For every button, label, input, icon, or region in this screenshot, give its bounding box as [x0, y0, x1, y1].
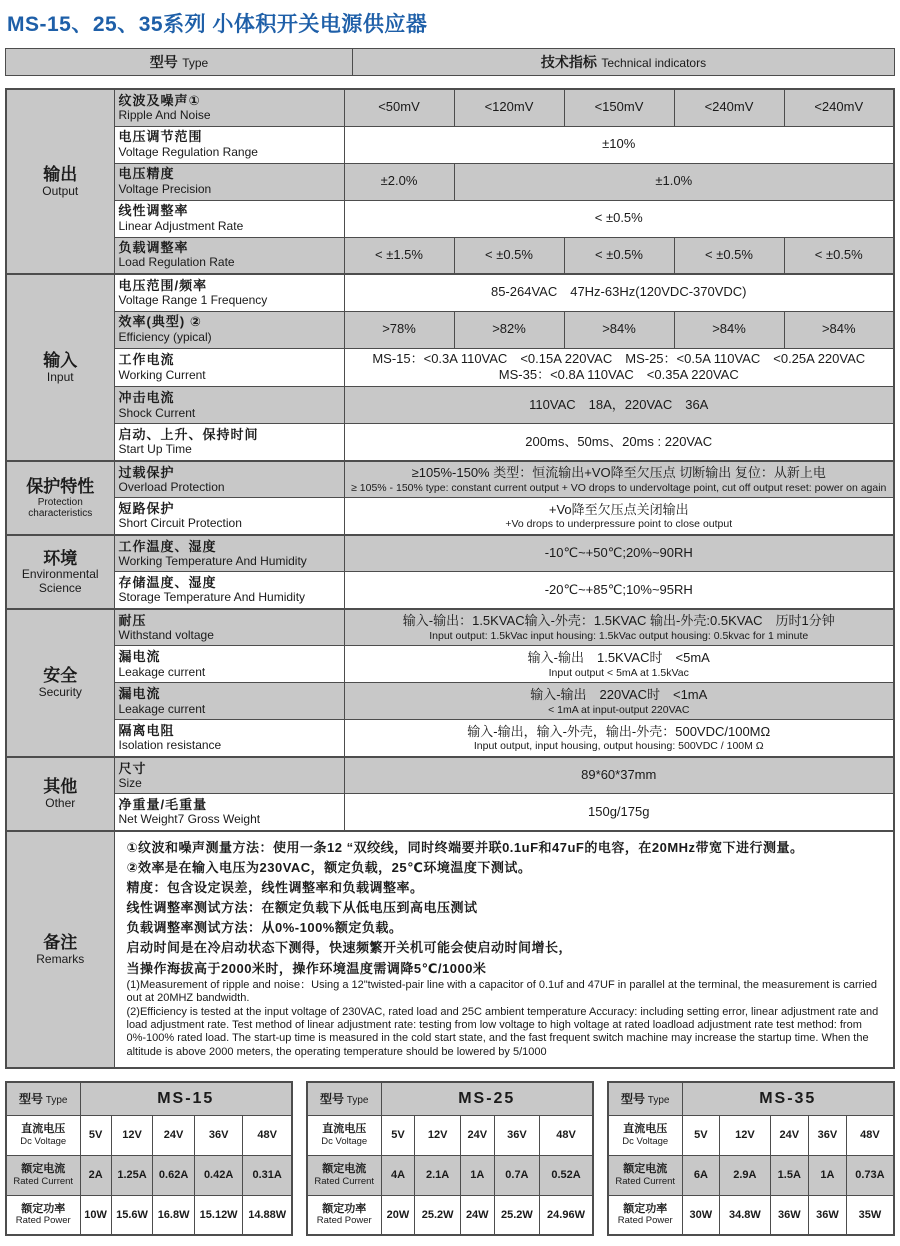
- spec-name-protection: [114, 498, 344, 535]
- spec-value: [784, 89, 894, 126]
- model-type-label-en: Type: [645, 1094, 670, 1106]
- spec-name-en: Isolation resistance: [118, 738, 222, 753]
- spec-name-en: Size: [118, 775, 142, 790]
- row-label: [608, 1195, 682, 1235]
- row-label-zh: 额定功率: [21, 1203, 66, 1216]
- spec-value: [564, 89, 674, 126]
- value-subline: Input output, input housing, output housing: 500VDC / 100M Ω: [473, 740, 764, 753]
- header-indicators-en: Technical indicators: [601, 56, 707, 70]
- row-label: [307, 1195, 381, 1235]
- model-value: 12V: [415, 1115, 460, 1155]
- spec-name-en: Voltage Precision: [118, 181, 212, 196]
- table-row: [6, 237, 894, 274]
- model-value: 36V: [194, 1115, 243, 1155]
- model-value: 24W: [460, 1195, 494, 1235]
- spec-table: [5, 88, 895, 1069]
- spec-name-zh: 电压范围/频率: [118, 277, 208, 293]
- model-type-header-cell: [608, 1082, 682, 1115]
- value-line: -10℃~+50℃;20%~90RH: [544, 545, 693, 561]
- model-value: 1.5A: [770, 1155, 809, 1195]
- model-value: 16.8W: [153, 1195, 195, 1235]
- model-value: 24V: [153, 1115, 195, 1155]
- model-table-row: [6, 1155, 292, 1195]
- model-value: 0.62A: [153, 1155, 195, 1195]
- group-label-environment: [6, 535, 114, 609]
- spec-name-security: [114, 720, 344, 757]
- value-line: >84%: [712, 321, 746, 337]
- value-line: < ±1.5%: [375, 246, 423, 262]
- group-label-security: [6, 609, 114, 757]
- model-table-header-row: [6, 1082, 292, 1115]
- model-table-row: [307, 1115, 593, 1155]
- value-line: ≥105%-150% 类型：恒流输出+VO降至欠压点 切断输出 复位：从新上电: [411, 465, 826, 481]
- model-table-row: [608, 1115, 894, 1155]
- model-value: 1A: [809, 1155, 847, 1195]
- model-table-ms-15: [5, 1081, 293, 1236]
- model-type-header-cell: [307, 1082, 381, 1115]
- spec-value: [674, 311, 784, 348]
- spec-name-zh: 漏电流: [118, 649, 161, 665]
- value-line: -20℃~+85℃;10%~95RH: [544, 581, 693, 597]
- model-value: 0.52A: [540, 1155, 593, 1195]
- model-table-row: [6, 1115, 292, 1155]
- model-value: 35W: [846, 1195, 894, 1235]
- value-line: >84%: [821, 321, 856, 337]
- value-line: <240mV: [704, 99, 754, 115]
- spec-value: [784, 311, 894, 348]
- model-value: 5V: [381, 1115, 415, 1155]
- model-value: 48V: [846, 1115, 894, 1155]
- spec-value: [344, 720, 894, 757]
- model-value: 0.7A: [494, 1155, 539, 1195]
- value-line: 启动时间是在冷启动状态下测得，快速频繁开关机可能会使启动时间增长，: [126, 940, 573, 956]
- model-value: 10W: [80, 1195, 111, 1235]
- table-row: [6, 387, 894, 424]
- spec-value: [344, 683, 894, 720]
- spec-value: [674, 89, 784, 126]
- spec-value: [344, 794, 894, 831]
- spec-name-zh: 隔离电阻: [118, 723, 175, 738]
- model-value: 34.8W: [720, 1195, 770, 1235]
- row-label-en: Dc Voltage: [321, 1135, 368, 1147]
- spec-value: [344, 535, 894, 572]
- value-line: < ±0.5%: [595, 246, 643, 262]
- spec-name-zh: 效率(典型) ②: [118, 314, 202, 330]
- model-table-row: [608, 1195, 894, 1235]
- value-line: <50mV: [378, 99, 420, 115]
- value-subline: Input output < 5mA at 1.5kVac: [548, 666, 689, 679]
- spec-name-output: [114, 237, 344, 274]
- model-table-header-row: [608, 1082, 894, 1115]
- row-label-zh: 额定电流: [623, 1163, 668, 1176]
- value-line: < ±0.5%: [705, 246, 753, 262]
- row-label: [6, 1155, 80, 1195]
- spec-name-protection: [114, 461, 344, 498]
- row-label-zh: 直流电压: [322, 1123, 367, 1136]
- model-value: 48V: [540, 1115, 593, 1155]
- model-value: 36W: [770, 1195, 809, 1235]
- group-label-other: [6, 757, 114, 831]
- model-table-header-row: [307, 1082, 593, 1115]
- spec-value: [344, 311, 454, 348]
- value-line: 输入-输出：1.5KVAC输入-外壳：1.5KVAC 输出-外壳:0.5KVAC 历时1分钟: [402, 613, 835, 629]
- model-value: 12V: [111, 1115, 153, 1155]
- model-value: 24.96W: [540, 1195, 593, 1235]
- spec-name-en: Voltage Range 1 Frequency: [118, 292, 268, 307]
- spec-value: [784, 237, 894, 274]
- value-line: 精度：包含设定误差，线性调整率和负载调整率。: [126, 880, 424, 896]
- model-value: 48V: [243, 1115, 292, 1155]
- table-row: [6, 831, 894, 1068]
- group-label-en: Protection characteristics: [28, 496, 93, 519]
- model-value: 2.9A: [720, 1155, 770, 1195]
- model-type-header-cell: [6, 1082, 80, 1115]
- value-line: < ±0.5%: [594, 210, 643, 226]
- group-label-zh: 输入: [43, 351, 78, 371]
- spec-name-zh: 负载调整率: [118, 240, 189, 256]
- value-line: ±2.0%: [380, 173, 418, 189]
- value-line: 200ms、50ms、20ms : 220VAC: [525, 433, 713, 449]
- group-label-output: [6, 89, 114, 274]
- value-line: >78%: [382, 321, 416, 337]
- spec-value: [454, 89, 564, 126]
- spec-name-zh: 工作电流: [118, 352, 175, 368]
- group-label-protection: [6, 461, 114, 535]
- spec-value: [344, 163, 454, 200]
- header-type-en: Type: [182, 56, 209, 70]
- spec-name-en: Storage Temperature And Humidity: [118, 590, 306, 605]
- spec-value: [344, 572, 894, 609]
- value-subline: < 1mA at input-output 220VAC: [548, 703, 690, 716]
- value-line: 线性调整率测试方法：在额定负载下从低电压到高电压测试: [126, 900, 478, 916]
- spec-name-zh: 电压调节范围: [118, 129, 203, 145]
- model-table-row: [307, 1195, 593, 1235]
- table-row: [6, 163, 894, 200]
- spec-name-output: [114, 200, 344, 237]
- spec-value: [674, 237, 784, 274]
- remarks-text: [114, 831, 894, 1068]
- row-label: [608, 1155, 682, 1195]
- group-label-en: Output: [42, 183, 79, 198]
- model-type-label-zh: 型号: [621, 1091, 646, 1106]
- model-value: 25.2W: [494, 1195, 539, 1235]
- model-table-row: [307, 1155, 593, 1195]
- table-row: [6, 720, 894, 757]
- spec-name-en: Leakage current: [118, 701, 206, 716]
- value-subline: ≥ 105% - 150% type: constant current output + VO drops to undervoltage point, cut off output reset: power on again: [351, 481, 887, 494]
- row-label: [307, 1155, 381, 1195]
- spec-value: [344, 424, 894, 461]
- table-row: [6, 274, 894, 311]
- spec-name-en: Efficiency (ypical): [118, 329, 212, 344]
- spec-value: [454, 163, 894, 200]
- spec-name-en: Working Current: [118, 367, 206, 382]
- spec-name-input: [114, 311, 344, 348]
- value-line: <150mV: [594, 99, 644, 115]
- spec-name-zh: 工作温度、湿度: [118, 538, 217, 554]
- model-value: 1A: [460, 1155, 494, 1195]
- spec-value: [344, 126, 894, 163]
- spec-name-zh: 耐压: [118, 612, 147, 628]
- row-label: [608, 1115, 682, 1155]
- header-indicators-cell: [353, 49, 895, 76]
- row-label-zh: 额定电流: [322, 1163, 367, 1176]
- model-name: MS-25: [381, 1082, 593, 1115]
- value-line: <240mV: [814, 99, 864, 115]
- spec-value: [344, 89, 454, 126]
- table-row: [6, 424, 894, 461]
- group-label-en: Environmental Science: [21, 567, 99, 595]
- model-value: 4A: [381, 1155, 415, 1195]
- group-label-en: Security: [38, 684, 82, 699]
- table-row: [6, 126, 894, 163]
- spec-value: [454, 237, 564, 274]
- row-label-en: Rated Power: [316, 1215, 372, 1227]
- value-line: 89*60*37mm: [581, 767, 657, 783]
- table-header-strip: [5, 48, 895, 76]
- model-value: 0.31A: [243, 1155, 292, 1195]
- spec-name-en: Leakage current: [118, 664, 206, 679]
- value-line: 输入-输出 1.5KVAC时 <5mA: [527, 649, 710, 665]
- spec-name-zh: 漏电流: [118, 686, 161, 702]
- model-type-label-en: Type: [43, 1094, 68, 1106]
- table-row: [6, 535, 894, 572]
- model-value: 5V: [80, 1115, 111, 1155]
- row-label-en: Rated Power: [617, 1215, 673, 1227]
- value-subline: Input output: 1.5kVac input housing: 1.5kVac output housing: 0.5kvac for 1 minute: [429, 629, 809, 642]
- spec-value: [344, 498, 894, 535]
- spec-name-en: Working Temperature And Humidity: [118, 553, 307, 568]
- value-line: < ±0.5%: [814, 246, 863, 262]
- row-label-zh: 额定功率: [623, 1203, 668, 1216]
- model-value: 25.2W: [415, 1195, 460, 1235]
- value-line: MS-15：<0.3A 110VAC <0.15A 220VAC MS-25：<0.5A 110VAC <0.25A 220VAC: [372, 350, 866, 366]
- spec-value: [344, 461, 894, 498]
- spec-name-en: Short Circuit Protection: [118, 516, 242, 531]
- value-line: ①纹波和噪声测量方法：使用一条12 “双绞线，同时终端要并联0.1uF和47uF的电容，在20MHz带宽下进行测量。: [126, 839, 804, 855]
- spec-name-zh: 电压精度: [118, 166, 175, 182]
- value-line: +Vo降至欠压点关闭输出: [548, 501, 689, 517]
- row-label-en: Dc Voltage: [622, 1135, 669, 1147]
- row-label: [6, 1195, 80, 1235]
- group-label-zh: 备注: [43, 933, 78, 953]
- spec-value: [344, 757, 894, 794]
- spec-name-en: Voltage Regulation Range: [118, 144, 258, 159]
- table-row: [6, 646, 894, 683]
- model-type-label-en: Type: [344, 1094, 369, 1106]
- spec-name-zh: 纹波及噪声①: [118, 92, 201, 108]
- spec-value: [564, 311, 674, 348]
- value-line: 150g/175g: [588, 803, 650, 819]
- page-title: MS-15、25、35系列 小体积开关电源供应器: [7, 13, 428, 36]
- spec-name-en: Load Regulation Rate: [118, 255, 235, 270]
- model-table-ms-25: [306, 1081, 594, 1236]
- spec-name-output: [114, 89, 344, 126]
- header-indicators-zh: 技术指标: [540, 54, 597, 70]
- model-rating-tables: [5, 1081, 895, 1236]
- spec-name-security: [114, 646, 344, 683]
- spec-name-security: [114, 609, 344, 646]
- model-value: 20W: [381, 1195, 415, 1235]
- spec-name-other: [114, 794, 344, 831]
- spec-name-security: [114, 683, 344, 720]
- model-value: 14.88W: [243, 1195, 292, 1235]
- model-value: 0.42A: [194, 1155, 243, 1195]
- table-row: [6, 498, 894, 535]
- spec-name-other: [114, 757, 344, 794]
- model-value: 5V: [682, 1115, 720, 1155]
- spec-name-zh: 冲击电流: [118, 390, 175, 406]
- spec-name-zh: 线性调整率: [118, 203, 189, 219]
- table-row: [6, 89, 894, 126]
- spec-name-en: Withstand voltage: [118, 627, 214, 642]
- model-value: 15.12W: [194, 1195, 243, 1235]
- table-row: [6, 757, 894, 794]
- model-value: 1.25A: [111, 1155, 153, 1195]
- spec-name-en: Net Weight7 Gross Weight: [118, 812, 261, 827]
- table-row: [6, 348, 894, 387]
- group-label-en: Input: [46, 369, 74, 384]
- header-type-cell: [6, 49, 353, 76]
- group-label-zh: 保护特性: [26, 477, 95, 496]
- value-line: ②效率是在输入电压为230VAC，额定负载，25℃环境温度下测试。: [126, 859, 532, 875]
- spec-name-en: Ripple And Noise: [118, 107, 211, 122]
- group-label-zh: 安全: [43, 666, 78, 686]
- spec-name-zh: 尺寸: [118, 760, 147, 776]
- spec-name-zh: 存储温度、湿度: [118, 575, 217, 590]
- spec-value: [454, 311, 564, 348]
- row-label-zh: 额定电流: [21, 1163, 66, 1176]
- value-subline: (2)Efficiency is tested at the input voltage of 230VAC, rated load and 25C ambient temperature Accuracy: including setting error, linear adjustment rate and load adjustment rate. Test method of linear adjustment rate: testing from low voltage to high voltage at rated loadload adjustment rate test method: from 0%-100% rated load. The start-up time is measured in the cold start state, and the fast frequent switch machine may increase the startup time. When the altitude is above 2000 meters, the operating temperature should be lowered by 5/1000: [126, 1005, 879, 1058]
- table-row: [6, 572, 894, 609]
- model-name: MS-35: [682, 1082, 894, 1115]
- row-label-en: Rated Power: [15, 1215, 71, 1227]
- row-label-zh: 直流电压: [623, 1123, 668, 1136]
- spec-name-input: [114, 424, 344, 461]
- table-row: [6, 683, 894, 720]
- model-name: MS-15: [80, 1082, 292, 1115]
- header-type-zh: 型号: [149, 54, 178, 70]
- value-line: ±1.0%: [655, 173, 693, 189]
- spec-name-output: [114, 126, 344, 163]
- group-label-remarks: [6, 831, 114, 1068]
- spec-value: [344, 274, 894, 311]
- spec-name-en: Shock Current: [118, 405, 196, 420]
- spec-name-en: Linear Adjustment Rate: [118, 218, 244, 233]
- spec-name-en: Start Up Time: [118, 442, 192, 457]
- value-line: 85-264VAC 47Hz-63Hz(120VDC-370VDC): [490, 284, 747, 300]
- spec-value: [344, 348, 894, 387]
- group-label-zh: 环境: [43, 548, 78, 568]
- value-line: 输入-输出，输入-外壳，输出-外壳：500VDC/100MΩ: [467, 723, 771, 739]
- spec-name-input: [114, 274, 344, 311]
- model-type-label-zh: 型号: [19, 1091, 44, 1106]
- spec-name-environment: [114, 535, 344, 572]
- table-row: [6, 461, 894, 498]
- table-row: [6, 794, 894, 831]
- row-label-en: Dc Voltage: [20, 1135, 67, 1147]
- model-table-row: [608, 1155, 894, 1195]
- model-value: 12V: [720, 1115, 770, 1155]
- spec-name-zh: 短路保护: [118, 501, 175, 516]
- spec-name-input: [114, 387, 344, 424]
- row-label-en: Rated Current: [13, 1175, 74, 1187]
- spec-value: [344, 646, 894, 683]
- group-label-zh: 输出: [43, 165, 78, 185]
- value-line: <120mV: [484, 99, 534, 115]
- model-value: 24V: [460, 1115, 494, 1155]
- value-line: 110VAC 18A，220VAC 36A: [529, 396, 709, 412]
- table-row: [6, 200, 894, 237]
- group-label-input: [6, 274, 114, 461]
- spec-value: [344, 609, 894, 646]
- value-subline: (1)Measurement of ripple and noise：Using a 12"twisted-pair line with a capacitor of 0.1uf and 47UF in parallel at the terminal, the measurement is carried out at 20MHZ bandwidth.: [126, 978, 877, 1005]
- group-label-en: Other: [45, 795, 76, 810]
- group-label-en: Remarks: [36, 951, 85, 966]
- model-value: 24V: [770, 1115, 809, 1155]
- row-label: [307, 1115, 381, 1155]
- spec-name-zh: 启动、上升、保持时间: [118, 427, 259, 442]
- model-type-label-zh: 型号: [320, 1091, 345, 1106]
- value-line: < ±0.5%: [485, 246, 533, 262]
- spec-name-output: [114, 163, 344, 200]
- value-line: 输入-输出 220VAC时 <1mA: [530, 686, 708, 702]
- model-value: 2A: [80, 1155, 111, 1195]
- spec-value: [564, 237, 674, 274]
- model-value: 30W: [682, 1195, 720, 1235]
- row-label-en: Rated Current: [314, 1175, 375, 1187]
- value-line: >84%: [602, 321, 636, 337]
- spec-name-zh: 过载保护: [118, 464, 175, 480]
- model-value: 36V: [494, 1115, 539, 1155]
- spec-value: [344, 237, 454, 274]
- spec-value: [344, 387, 894, 424]
- row-label: [6, 1115, 80, 1155]
- model-value: 36W: [809, 1195, 847, 1235]
- value-line: ±10%: [602, 136, 636, 152]
- row-label-en: Rated Current: [615, 1175, 676, 1187]
- model-table-row: [6, 1195, 292, 1235]
- model-value: 36V: [809, 1115, 847, 1155]
- value-subline: +Vo drops to underpressure point to close output: [505, 518, 733, 531]
- model-value: 2.1A: [415, 1155, 460, 1195]
- row-label-zh: 额定功率: [322, 1203, 367, 1216]
- spec-name-en: Overload Protection: [118, 479, 225, 494]
- model-value: 6A: [682, 1155, 720, 1195]
- table-row: [6, 609, 894, 646]
- value-line: 当操作海拔高于2000米时，操作环境温度需调降5℃/1000米: [126, 960, 487, 976]
- spec-name-zh: 净重量/毛重量: [118, 797, 208, 812]
- model-table-ms-35: [607, 1081, 895, 1236]
- table-row: [6, 311, 894, 348]
- value-line: 负载调整率测试方法：从0%-100%额定负载。: [126, 920, 403, 936]
- value-line: MS-35：<0.8A 110VAC <0.35A 220VAC: [498, 367, 739, 383]
- value-line: >82%: [492, 321, 526, 337]
- model-value: 0.73A: [846, 1155, 894, 1195]
- group-label-zh: 其他: [43, 777, 78, 797]
- row-label-zh: 直流电压: [21, 1123, 66, 1136]
- spec-name-environment: [114, 572, 344, 609]
- spec-value: [344, 200, 894, 237]
- model-value: 15.6W: [111, 1195, 153, 1235]
- spec-name-input: [114, 348, 344, 387]
